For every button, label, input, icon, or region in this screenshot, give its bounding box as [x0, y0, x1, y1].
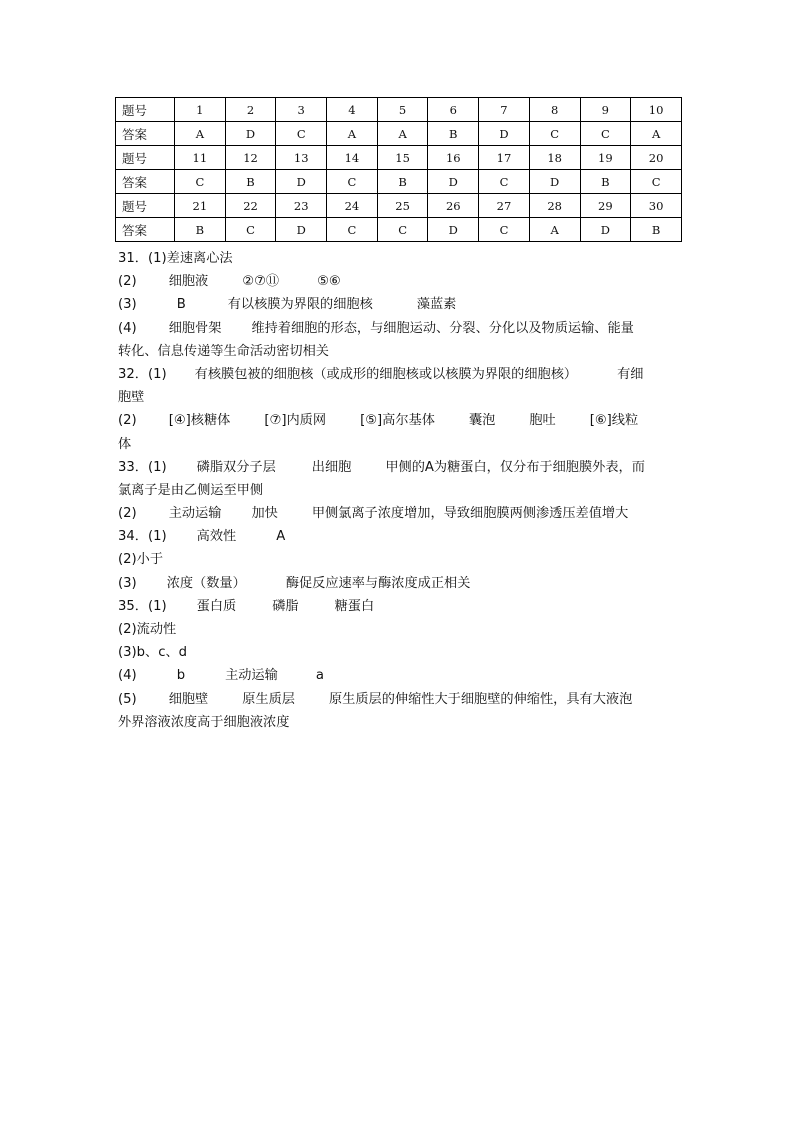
table-cell: 21 [175, 194, 226, 218]
answer-segment: 细胞骨架 [168, 320, 222, 336]
answer-segment: 34．(1) [118, 529, 167, 545]
table-cell: D [225, 122, 276, 146]
answer-segment: B [176, 297, 186, 313]
row-header: 答案 [116, 218, 175, 242]
table-cell: C [479, 218, 530, 242]
table-cell: 8 [529, 98, 580, 122]
table-cell: C [276, 122, 327, 146]
table-row [116, 170, 682, 194]
answer-segment: 高效性 [196, 529, 237, 545]
answer-segment: [⑦]内质网 [264, 413, 327, 429]
answer-segment: 32．(1) [118, 366, 167, 382]
answer-segment: (4) [118, 320, 137, 336]
table-cell: D [428, 170, 479, 194]
table-cell: B [631, 218, 682, 242]
answer-line [118, 548, 678, 571]
table-cell: 22 [225, 194, 276, 218]
answer-line [118, 456, 678, 479]
table-cell: 14 [327, 146, 378, 170]
answer-segment: 33．(1) [118, 459, 167, 475]
answer-line [118, 688, 678, 711]
answer-segment: 蛋白质 [196, 598, 237, 614]
answer-segment: 细胞液 [168, 274, 209, 290]
answer-segment: 维持着细胞的形态，与细胞运动、分裂、分化以及物质运输、能量 [251, 320, 634, 336]
answer-segment: 有细 [617, 366, 644, 382]
table-cell: 20 [631, 146, 682, 170]
answer-line [118, 409, 678, 432]
table-cell: 27 [479, 194, 530, 218]
answer-segment: (2)小于 [118, 552, 164, 568]
answer-segment: ⑤⑥ [317, 274, 341, 290]
answer-segment: (2)流动性 [118, 622, 177, 637]
table-cell: 5 [377, 98, 428, 122]
answer-segment: 囊泡 [468, 413, 496, 429]
answer-segment: (2) [118, 274, 137, 290]
table-cell: C [479, 170, 530, 194]
answer-segment: (2) [118, 506, 137, 522]
table-cell: 19 [580, 146, 631, 170]
table-cell: 23 [276, 194, 327, 218]
table-cell: C [327, 170, 378, 194]
answer-line [118, 525, 678, 548]
answer-line [118, 340, 678, 363]
answer-segment: 甲侧氯离子浓度增加，导致细胞膜两侧渗透压差值增大 [311, 506, 629, 522]
row-header: 题号 [116, 146, 175, 170]
answer-segment: 酶促反应速率与酶浓度成正相关 [285, 575, 471, 591]
row-header: 答案 [116, 122, 175, 146]
table-cell: C [580, 122, 631, 146]
answer-segment: A [276, 529, 286, 545]
answer-line [118, 363, 678, 386]
answer-segment: [④]核糖体 [168, 413, 231, 429]
table-cell: C [327, 218, 378, 242]
answer-segment: (5) [118, 691, 137, 707]
answer-segment: 糖蛋白 [334, 598, 375, 614]
table-row [116, 218, 682, 242]
table-cell: A [529, 218, 580, 242]
table-cell: D [580, 218, 631, 242]
answer-segment: 出细胞 [311, 459, 352, 475]
row-header: 题号 [116, 98, 175, 122]
answer-segment: 35．(1) [118, 598, 167, 614]
answer-segment: 加快 [251, 506, 278, 522]
table-cell: C [631, 170, 682, 194]
answer-segment: 氯离子是由乙侧运至甲侧 [118, 482, 264, 498]
answer-segment: 31．(1)差速离心法 [118, 251, 233, 266]
table-cell: 7 [479, 98, 530, 122]
answer-line [118, 711, 678, 734]
answer-segment: 胞壁 [118, 390, 145, 406]
answer-segment: 原生质层 [242, 691, 295, 707]
table-cell: 18 [529, 146, 580, 170]
answer-line [118, 386, 678, 409]
answer-segment: b [176, 668, 186, 684]
table-cell: 11 [175, 146, 226, 170]
table-row [116, 98, 682, 122]
table-cell: A [631, 122, 682, 146]
answer-line [118, 479, 678, 502]
table-cell: 29 [580, 194, 631, 218]
table-cell: 4 [327, 98, 378, 122]
table-cell: 6 [428, 98, 479, 122]
answer-segment: (4) [118, 668, 137, 684]
table-cell: 2 [225, 98, 276, 122]
table-cell: A [377, 122, 428, 146]
table-cell: 3 [276, 98, 327, 122]
answer-segment: 藻蓝素 [416, 297, 457, 313]
answer-segment: 原生质层的伸缩性大于细胞壁的伸缩性，具有大液泡 [329, 691, 633, 707]
answer-line [118, 317, 678, 340]
answer-line [118, 595, 678, 618]
table-cell: C [225, 218, 276, 242]
answer-line [118, 618, 678, 641]
table-cell: B [175, 218, 226, 242]
answer-segment: ②⑦⑪ [242, 274, 280, 290]
table-row [116, 146, 682, 170]
table-cell: 26 [428, 194, 479, 218]
answer-segment: 磷脂双分子层 [196, 459, 276, 475]
table-cell: 16 [428, 146, 479, 170]
table-cell: 25 [377, 194, 428, 218]
answer-segment: 有以核膜为界限的细胞核 [227, 297, 373, 313]
answer-segment: 主动运输 [225, 668, 278, 684]
answer-segment: 主动运输 [168, 506, 222, 522]
table-cell: D [479, 122, 530, 146]
table-cell: B [580, 170, 631, 194]
table-cell: D [276, 218, 327, 242]
answer-segment: 有核膜包被的细胞核（或成形的细胞核或以核膜为界限的细胞核） [194, 366, 578, 382]
table-cell: 12 [225, 146, 276, 170]
answer-segment: 浓度（数量） [166, 575, 246, 591]
table-cell: 9 [580, 98, 631, 122]
answer-segment: (3) [118, 297, 137, 313]
row-header: 题号 [116, 194, 175, 218]
answer-segment: 转化、信息传递等生命活动密切相关 [118, 343, 329, 359]
table-cell: C [529, 122, 580, 146]
answer-segment: [⑥]线粒 [589, 413, 639, 429]
table-row [116, 194, 682, 218]
table-cell: B [377, 170, 428, 194]
answer-table [115, 97, 682, 242]
answer-line [118, 572, 678, 595]
table-cell: 17 [479, 146, 530, 170]
table-cell: 13 [276, 146, 327, 170]
answer-segment: (3) [118, 575, 137, 591]
table-cell: 24 [327, 194, 378, 218]
answer-segment: 外界溶液浓度高于细胞液浓度 [118, 714, 290, 730]
table-cell: A [327, 122, 378, 146]
table-cell: C [377, 218, 428, 242]
answer-line [118, 270, 678, 293]
answer-segment: (3)b、c、d [118, 645, 188, 661]
answer-line [118, 502, 678, 525]
table-cell: 1 [175, 98, 226, 122]
answer-segment: 甲侧的A为糖蛋白，仅分布于细胞膜外表，而 [385, 459, 645, 475]
answer-segment: a [315, 668, 324, 684]
answer-segment: 胞吐 [529, 413, 556, 429]
answer-segment: 体 [118, 436, 132, 452]
answer-line [118, 664, 678, 687]
answer-segment: [⑤]高尔基体 [360, 413, 435, 429]
table-cell: 28 [529, 194, 580, 218]
table-cell: C [175, 170, 226, 194]
table-cell: D [276, 170, 327, 194]
answer-line [118, 247, 678, 270]
row-header: 答案 [116, 170, 175, 194]
table-cell: A [175, 122, 226, 146]
table-cell: D [428, 218, 479, 242]
table-cell: 10 [631, 98, 682, 122]
table-row [116, 122, 682, 146]
answer-line [118, 641, 678, 664]
table-cell: 15 [377, 146, 428, 170]
answers-text-block [118, 247, 678, 734]
answer-segment: 磷脂 [272, 598, 299, 614]
answer-line [118, 433, 678, 456]
answer-line [118, 293, 678, 316]
table-cell: 30 [631, 194, 682, 218]
table-cell: B [428, 122, 479, 146]
answer-segment: 细胞壁 [168, 691, 209, 707]
answer-segment: (2) [118, 413, 137, 429]
table-cell: B [225, 170, 276, 194]
table-cell: D [529, 170, 580, 194]
